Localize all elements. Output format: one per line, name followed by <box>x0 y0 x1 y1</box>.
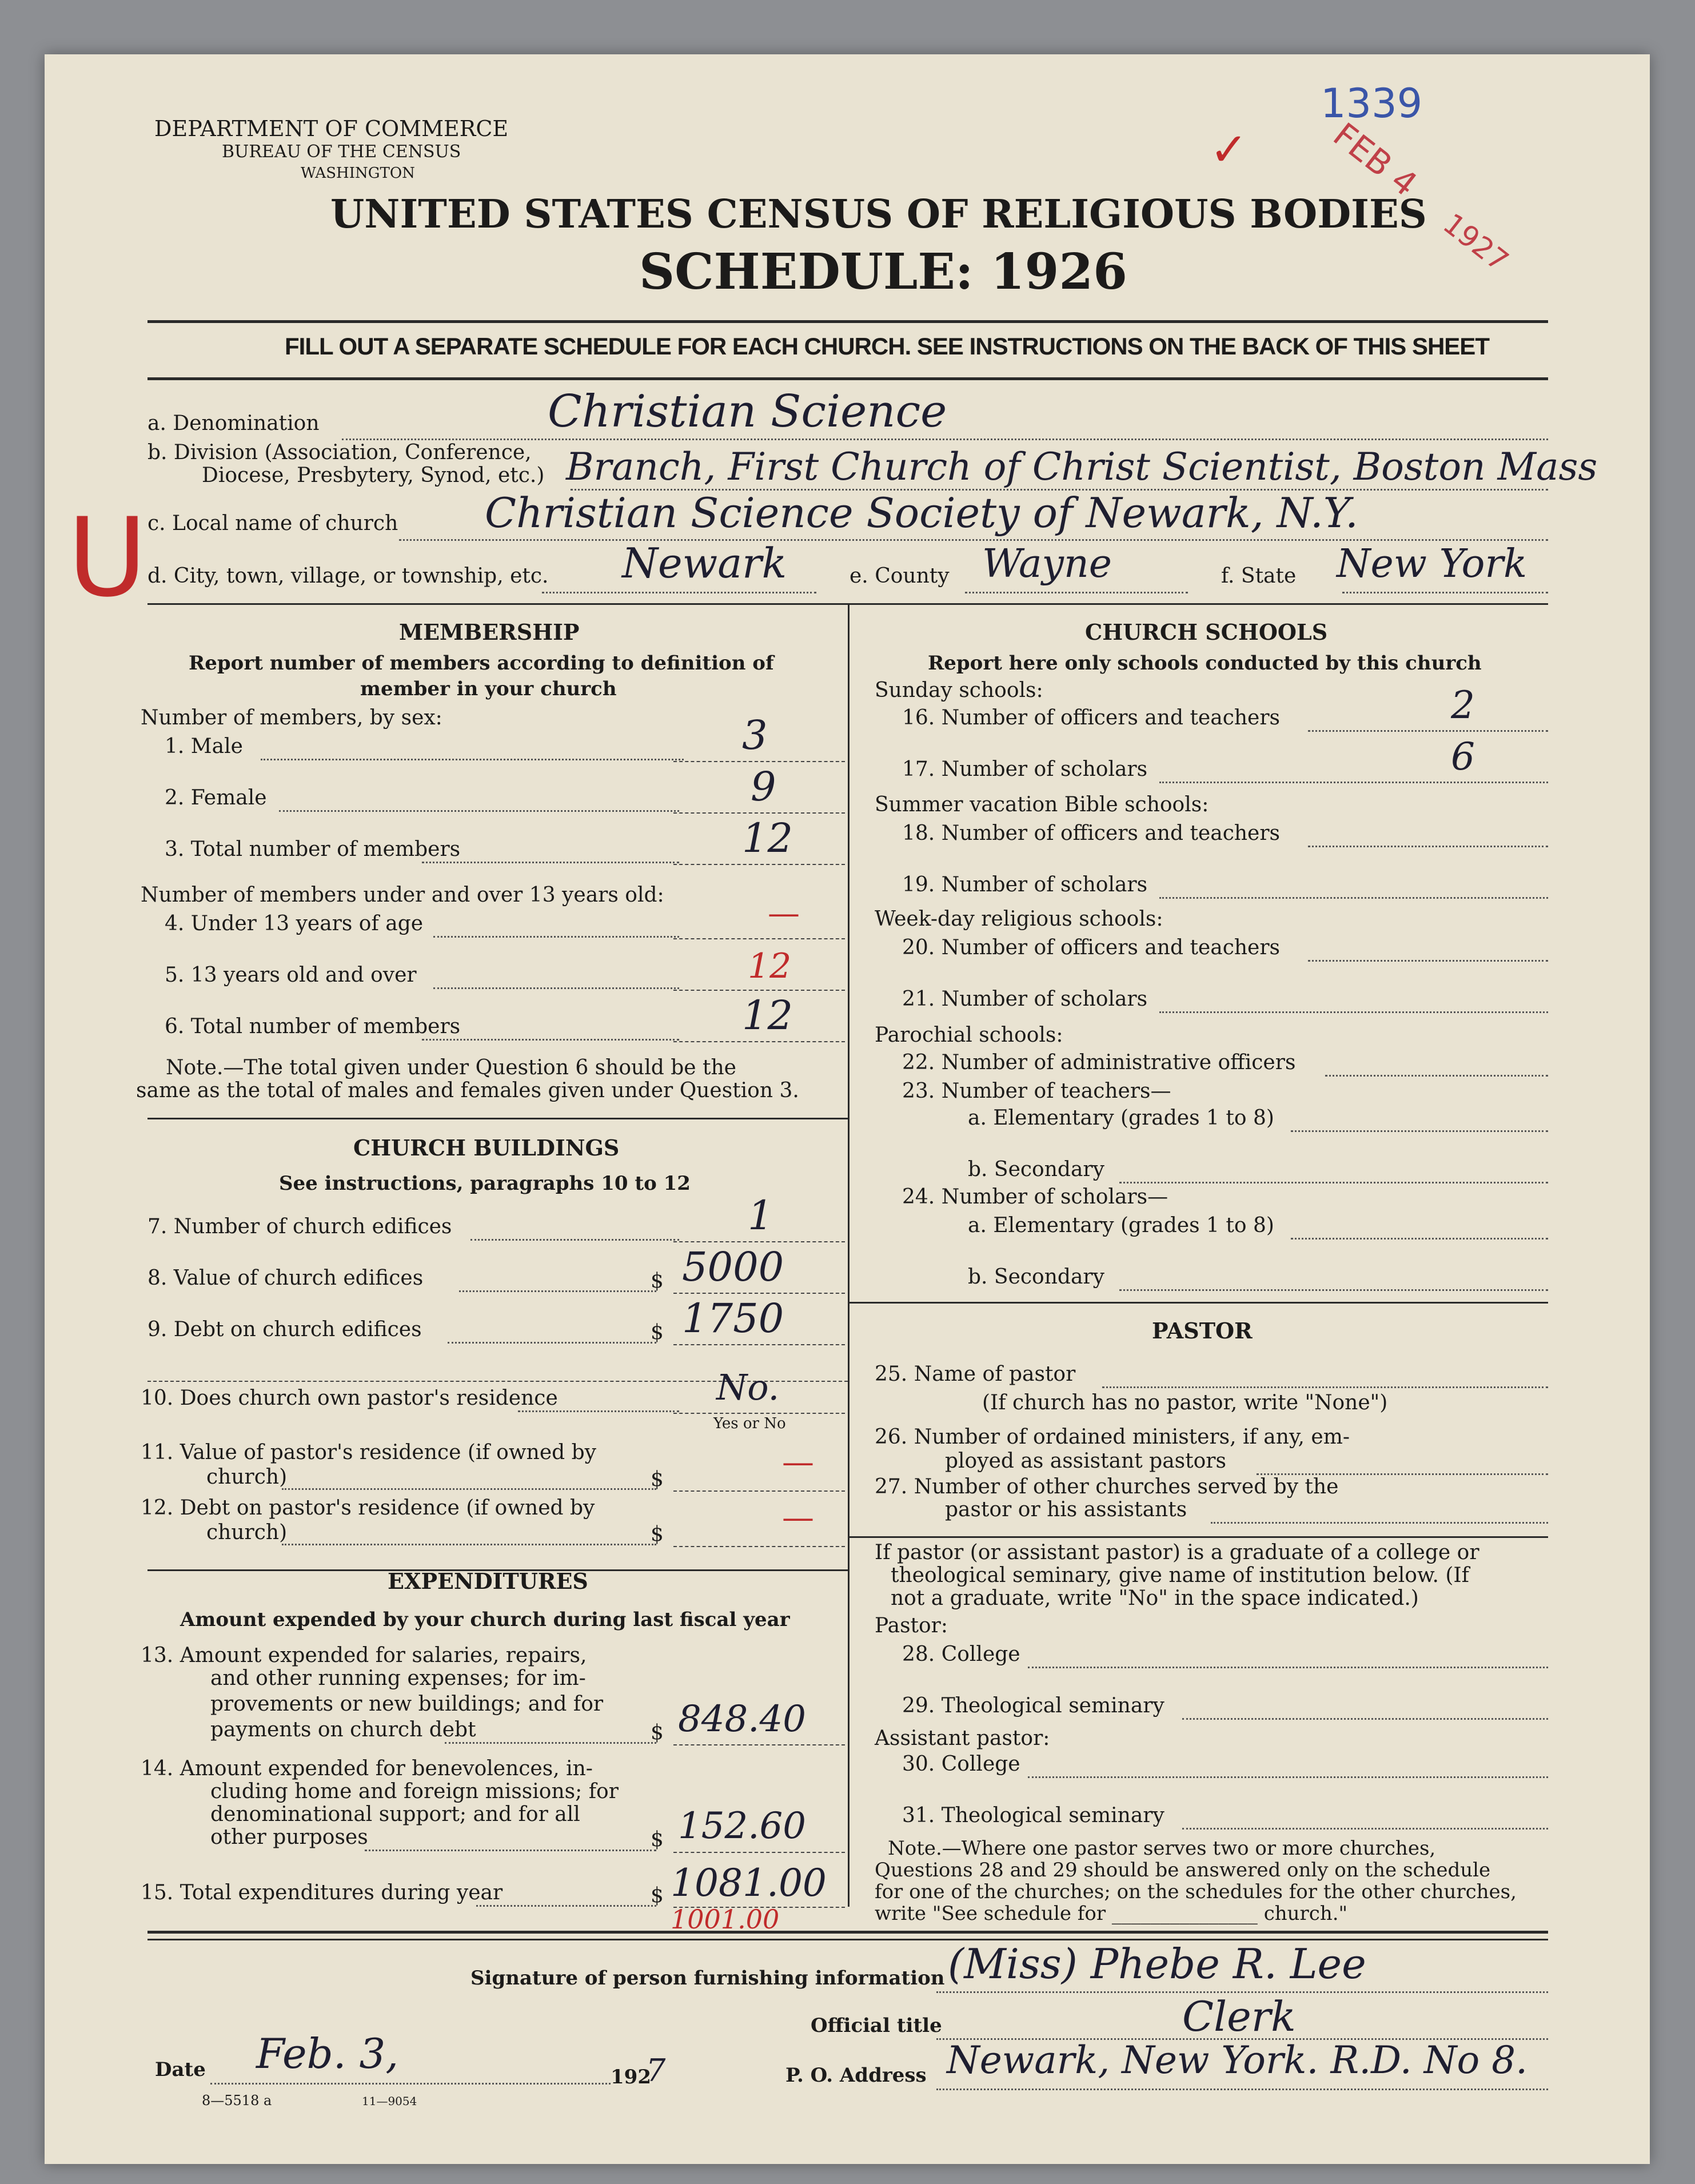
date-line <box>210 2083 611 2085</box>
q6-dots <box>422 1039 679 1041</box>
footer-rule <box>147 1931 1548 1934</box>
pastor-note-4: write "See schedule for _______________ church." <box>875 1902 1348 1925</box>
under-13-value: — <box>768 895 800 932</box>
q14-label-4: other purposes <box>210 1826 368 1849</box>
q23a-label: a. Elementary (grades 1 to 8) <box>968 1106 1274 1130</box>
q20-dots <box>1308 960 1548 962</box>
denomination-label: a. Denomination <box>147 412 320 435</box>
male-count: 3 <box>742 712 768 759</box>
signature-label: Signature of person furnishing information <box>470 1967 945 1990</box>
q11-dollar: $ <box>651 1468 664 1491</box>
q1-label: 1. Male <box>165 735 243 758</box>
q13-answer-line <box>673 1744 845 1745</box>
form-number: 8—5518 a <box>202 2093 272 2109</box>
census-form-sheet <box>45 54 1650 2164</box>
q30-dots <box>1028 1776 1548 1778</box>
city-value: Newark <box>622 539 787 587</box>
sunday-scholars: 6 <box>1451 735 1475 779</box>
residence-value: — <box>782 1444 814 1481</box>
q12-label-2: church) <box>206 1521 288 1544</box>
check-mark-icon: ✓ <box>1210 123 1249 176</box>
sunday-teachers: 2 <box>1451 683 1475 727</box>
yes-no-hint: Yes or No <box>713 1415 786 1432</box>
total-members-q6: 12 <box>742 992 793 1039</box>
edifice-count: 1 <box>748 1192 773 1239</box>
running-expenses: 848.40 <box>678 1698 806 1740</box>
q21-dots <box>1159 1011 1548 1013</box>
instruction-banner: FILL OUT A SEPARATE SCHEDULE FOR EACH CHURCH. SEE INSTRUCTIONS ON THE BACK OF THIS SHEET <box>285 333 1489 360</box>
q1-dots <box>261 759 684 760</box>
city-line <box>542 592 816 593</box>
q9-dollar: $ <box>651 1321 664 1344</box>
q22-dots <box>1325 1075 1548 1077</box>
buildings-heading: CHURCH BUILDINGS <box>353 1135 620 1161</box>
schools-subtitle: Report here only schools conducted by this church <box>928 652 1482 675</box>
weekday-schools-label: Week-day religious schools: <box>875 907 1163 931</box>
local-name-label: c. Local name of church <box>147 512 398 535</box>
q11-answer-line <box>673 1490 845 1492</box>
city-label: WASHINGTON <box>301 165 415 182</box>
q20-label: 20. Number of officers and teachers <box>902 936 1281 959</box>
q29-label: 29. Theological seminary <box>902 1694 1164 1717</box>
schedule-year: SCHEDULE: 1926 <box>639 243 1127 301</box>
q15-dots <box>476 1905 656 1907</box>
q8-dots <box>459 1290 656 1292</box>
q12-answer-line <box>673 1546 845 1547</box>
division-label-2: Diocese, Presbytery, Synod, etc.) <box>202 464 545 487</box>
q7-answer-line <box>673 1241 845 1242</box>
q11-label-2: church) <box>206 1465 288 1489</box>
local-name-value: Christian Science Society of Newark, N.Y. <box>485 489 1358 537</box>
column-divider <box>848 603 850 1907</box>
q28-label: 28. College <box>902 1643 1020 1666</box>
print-number: 11—9054 <box>362 2094 417 2108</box>
q23b-dots <box>1119 1182 1548 1183</box>
county-line <box>965 592 1188 593</box>
pastor-note-2: Questions 28 and 29 should be answered only on the schedule <box>875 1859 1491 1882</box>
q6-label: 6. Total number of members <box>165 1015 461 1038</box>
q23-label: 23. Number of teachers— <box>902 1079 1171 1103</box>
membership-rule <box>147 1118 848 1119</box>
q4-dots <box>433 936 679 938</box>
po-address-value: Newark, New York. R.D. No 8. <box>947 2038 1528 2082</box>
q19-dots <box>1159 897 1548 899</box>
q14-label-2: cluding home and foreign missions; for <box>210 1780 619 1803</box>
q16-label: 16. Number of officers and teachers <box>902 706 1281 730</box>
membership-note-2: same as the total of males and females given under Question 3. <box>136 1079 799 1102</box>
residence-debt: — <box>782 1499 814 1536</box>
q2-dots <box>279 810 679 812</box>
q17-label: 17. Number of scholars <box>902 758 1148 781</box>
owns-residence-value: No. <box>716 1366 780 1408</box>
q7-label: 7. Number of church edifices <box>147 1215 452 1238</box>
pastor-rule <box>848 1536 1548 1538</box>
schools-rule <box>848 1302 1548 1304</box>
form-title: UNITED STATES CENSUS OF RELIGIOUS BODIES <box>330 192 1427 237</box>
q3-answer-line <box>673 864 845 865</box>
q10-label: 10. Does church own pastor's residence <box>141 1386 558 1410</box>
official-title-value: Clerk <box>1182 1992 1296 2040</box>
q23b-label: b. Secondary <box>968 1158 1104 1181</box>
pastor-note-3: for one of the churches; on the schedules for the other churches, <box>875 1880 1517 1903</box>
q11-dots <box>282 1488 656 1490</box>
graduate-instructions: If pastor (or assistant pastor) is a graduate of a college or <box>875 1541 1479 1564</box>
date-value: Feb. 3, <box>256 2030 399 2078</box>
county-label: e. County <box>850 564 950 588</box>
q9-dots <box>448 1342 656 1344</box>
q25-note: (If church has no pastor, write "None") <box>982 1391 1388 1414</box>
q13-label-2: and other running expenses; for im- <box>210 1667 586 1690</box>
q7-dots <box>470 1239 679 1241</box>
q14-dollar: $ <box>651 1828 664 1851</box>
header-rule-bottom <box>147 377 1548 380</box>
expenditures-subtitle: Amount expended by your church during last fiscal year <box>180 1608 790 1631</box>
membership-subtitle: Report number of members according to definition of <box>189 652 774 675</box>
official-title-label: Official title <box>811 2014 942 2037</box>
state-value: New York <box>1337 541 1528 587</box>
q14-answer-line <box>673 1852 845 1853</box>
membership-heading: MEMBERSHIP <box>399 619 580 645</box>
age-heading: Number of members under and over 13 years old: <box>141 883 664 907</box>
q21-label: 21. Number of scholars <box>902 987 1148 1011</box>
female-count: 9 <box>751 763 776 810</box>
q13-label-4: payments on church debt <box>210 1718 476 1741</box>
edifice-debt: 1750 <box>682 1295 784 1342</box>
local-name-line <box>399 539 1548 541</box>
q19-label: 19. Number of scholars <box>902 873 1148 896</box>
q5-label: 5. 13 years old and over <box>165 963 417 987</box>
bureau-label: BUREAU OF THE CENSUS <box>222 142 461 162</box>
state-label: f. State <box>1221 564 1297 588</box>
q25-dots <box>1102 1386 1548 1388</box>
q31-label: 31. Theological seminary <box>902 1804 1164 1827</box>
q15-label: 15. Total expenditures during year <box>141 1881 503 1904</box>
membership-subtitle-2: member in your church <box>360 677 617 700</box>
pastor-heading: PASTOR <box>1152 1318 1253 1344</box>
year-stamp: 1927 <box>1437 206 1515 278</box>
q25-label: 25. Name of pastor <box>875 1362 1076 1386</box>
state-line <box>1342 592 1548 593</box>
q14-dots <box>365 1850 656 1851</box>
margin-mark: U <box>67 495 147 621</box>
parochial-schools-label: Parochial schools: <box>875 1023 1063 1047</box>
q3-dots <box>422 862 679 863</box>
q24a-dots <box>1291 1238 1548 1240</box>
q13-label: 13. Amount expended for salaries, repairs, <box>141 1644 587 1667</box>
q24b-dots <box>1119 1289 1548 1291</box>
q15-dollar: $ <box>651 1884 664 1907</box>
q2-answer-line <box>673 812 845 814</box>
q16-dots <box>1308 730 1548 732</box>
buildings-subtitle: See instructions, paragraphs 10 to 12 <box>279 1172 691 1195</box>
q22-label: 22. Number of administrative officers <box>902 1051 1296 1074</box>
benevolences-amount: 152.60 <box>678 1805 806 1847</box>
q29-dots <box>1182 1718 1548 1720</box>
q24a-label: a. Elementary (grades 1 to 8) <box>968 1214 1274 1237</box>
q17-dots <box>1159 782 1548 783</box>
q10-dots <box>518 1410 679 1412</box>
schools-heading: CHURCH SCHOOLS <box>1085 619 1328 645</box>
q14-label-3: denominational support; and for all <box>210 1803 580 1826</box>
assistant-pastor-subheading: Assistant pastor: <box>875 1727 1050 1750</box>
q18-dots <box>1308 846 1548 847</box>
q4-label: 4. Under 13 years of age <box>165 912 424 935</box>
over-13-value: 12 <box>748 946 792 986</box>
q8-answer-line <box>673 1293 845 1294</box>
date-stamp: FEB 4 <box>1326 115 1425 204</box>
q31-dots <box>1182 1828 1548 1830</box>
members-by-sex-label: Number of members, by sex: <box>141 706 442 730</box>
signature-value: (Miss) Phebe R. Lee <box>948 1940 1366 1988</box>
q4-answer-line <box>673 938 845 939</box>
header-rule <box>147 320 1548 323</box>
division-label: b. Division (Association, Conference, <box>147 441 532 464</box>
q8-dollar: $ <box>651 1269 664 1293</box>
expenditures-heading: EXPENDITURES <box>388 1568 588 1594</box>
division-value: Branch, First Church of Christ Scientist, Boston Mass <box>566 445 1598 489</box>
q27-label: 27. Number of other churches served by the <box>875 1475 1339 1498</box>
department-label: DEPARTMENT OF COMMERCE <box>154 116 509 141</box>
received-number-stamp: 1339 <box>1321 80 1423 127</box>
q3-label: 3. Total number of members <box>165 838 461 861</box>
q9-label: 9. Debt on church edifices <box>147 1318 422 1341</box>
q13-dollar: $ <box>651 1721 664 1744</box>
q12-label: 12. Debt on pastor's residence (if owned by <box>141 1496 595 1520</box>
q27-label-2: pastor or his assistants <box>945 1498 1187 1521</box>
q13-label-3: provements or new buildings; and for <box>210 1692 604 1716</box>
denomination-line <box>342 439 1548 440</box>
q26-label-2: ployed as assistant pastors <box>945 1449 1226 1473</box>
county-value: Wayne <box>982 541 1112 587</box>
summer-schools-label: Summer vacation Bible schools: <box>875 793 1209 816</box>
year-prefix: 192 <box>611 2066 651 2089</box>
po-address-line <box>936 2089 1548 2090</box>
membership-note: Note.—The total given under Question 6 should be the <box>166 1056 736 1079</box>
q12-dots <box>282 1544 656 1545</box>
city-label-field: d. City, town, village, or township, etc. <box>147 564 549 588</box>
date-label: Date <box>155 2058 206 2081</box>
q13-dots <box>445 1742 656 1744</box>
q14-label: 14. Amount expended for benevolences, in- <box>141 1757 593 1780</box>
year-digit: 7 <box>646 2053 666 2089</box>
total-expenditures: 1081.00 <box>671 1861 827 1905</box>
sunday-schools-label: Sunday schools: <box>875 679 1043 702</box>
q9-answer-line <box>673 1344 845 1345</box>
pastor-note: Note.—Where one pastor serves two or more churches, <box>888 1837 1436 1860</box>
total-members-q3: 12 <box>742 815 793 862</box>
q28-dots <box>1028 1667 1548 1668</box>
total-expenditures-correction: 1001.00 <box>671 1904 780 1935</box>
q5-answer-line <box>673 990 845 991</box>
q23a-dots <box>1291 1130 1548 1132</box>
q2-label: 2. Female <box>165 786 267 810</box>
q12-dollar: $ <box>651 1523 664 1546</box>
q8-label: 8. Value of church edifices <box>147 1266 424 1290</box>
q6-answer-line <box>673 1041 845 1042</box>
edifice-value: 5000 <box>682 1244 784 1290</box>
q30-label: 30. College <box>902 1752 1020 1776</box>
q10-answer-line <box>673 1413 845 1414</box>
q18-label: 18. Number of officers and teachers <box>902 822 1281 845</box>
q27-dots <box>1211 1522 1548 1524</box>
graduate-instructions-3: not a graduate, write "No" in the space indicated.) <box>891 1587 1419 1610</box>
q26-label: 26. Number of ordained ministers, if any, em- <box>875 1425 1350 1449</box>
graduate-instructions-2: theological seminary, give name of institution below. (If <box>891 1564 1469 1587</box>
pastor-subheading: Pastor: <box>875 1614 948 1637</box>
denomination-value: Christian Science <box>548 386 947 437</box>
q11-label: 11. Value of pastor's residence (if owned by <box>141 1441 597 1464</box>
q24-label: 24. Number of scholars— <box>902 1185 1168 1209</box>
q1-answer-line <box>673 761 845 762</box>
po-address-label: P. O. Address <box>785 2064 927 2087</box>
q5-dots <box>433 987 679 989</box>
q24b-label: b. Secondary <box>968 1265 1104 1289</box>
